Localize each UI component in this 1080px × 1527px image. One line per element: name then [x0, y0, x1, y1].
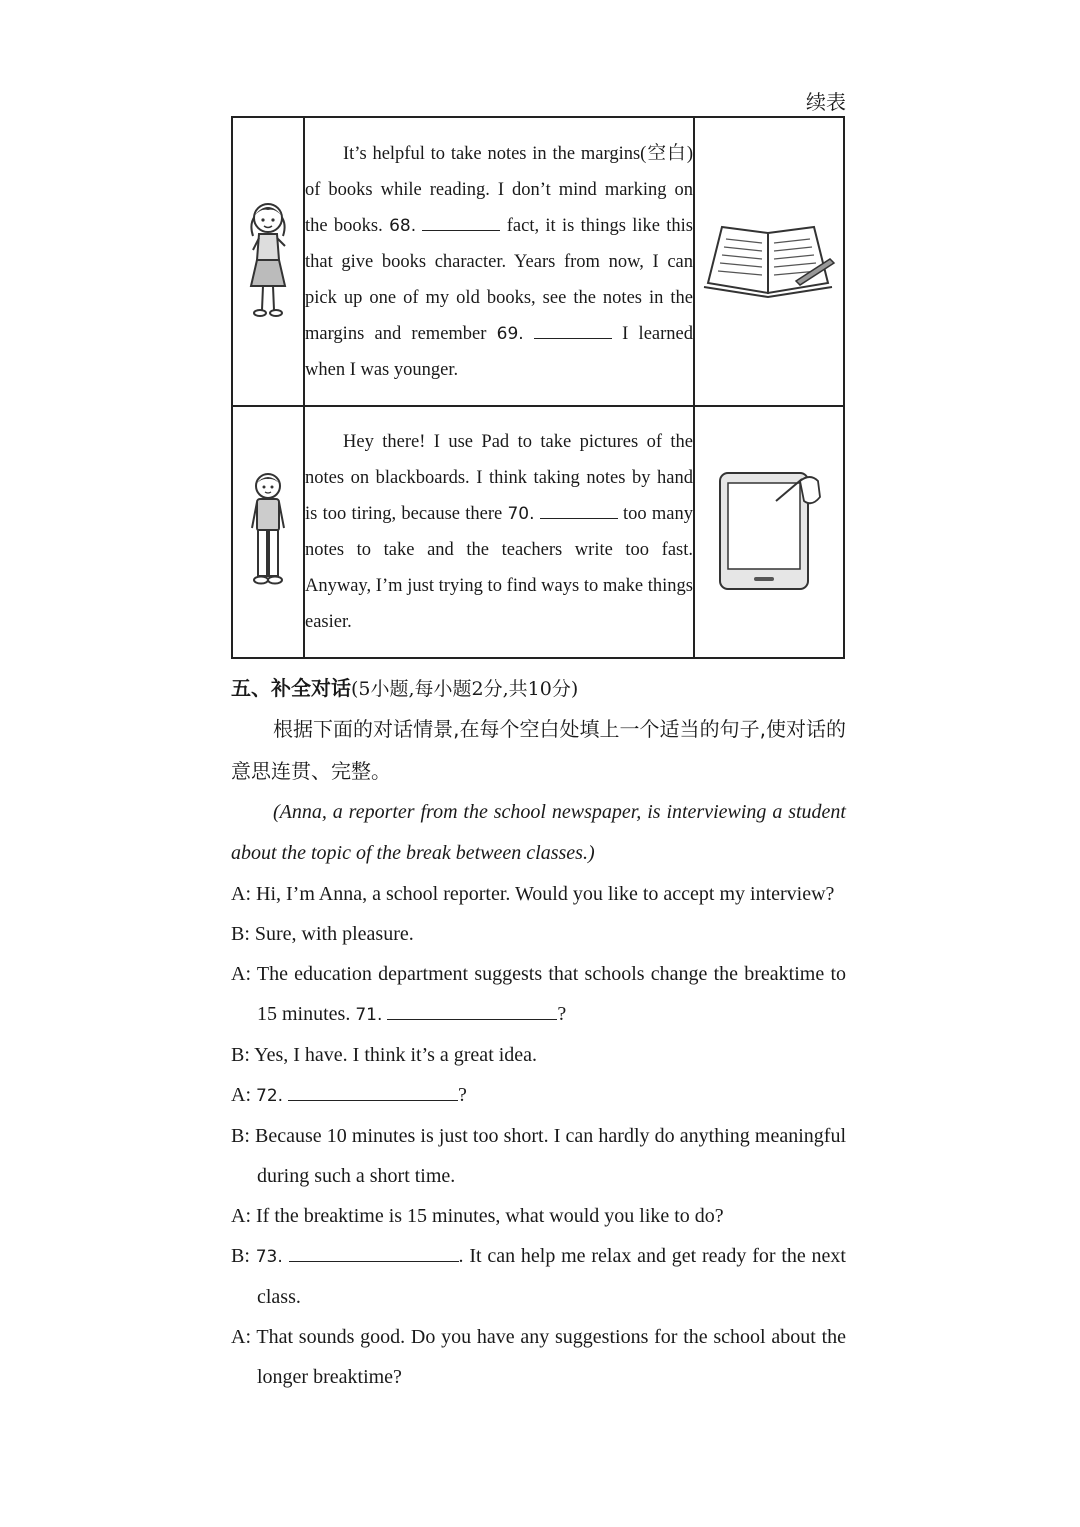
blank-70[interactable]: [540, 500, 618, 519]
paragraph-2-part-1: Hey there! I use Pad to take pictures of the notes on blackboards. I think taking notes by hand is too tiring, because there: [305, 432, 693, 524]
paragraph-2: [305, 424, 693, 640]
blank-72[interactable]: [288, 1082, 458, 1101]
table-row: [232, 117, 844, 406]
blank-68[interactable]: [422, 212, 500, 231]
note-text-cell-1: [304, 117, 694, 406]
blank-69[interactable]: [534, 320, 612, 339]
girl-illustration-cell: [232, 117, 304, 406]
book-illustration-cell: [694, 117, 844, 406]
dialogue-section: [231, 708, 846, 1397]
blank-72-number: 72.: [256, 1086, 284, 1106]
tablet-illustration-cell: [694, 406, 844, 658]
dialogue-line: A: If the breaktime is 15 minutes, what would you like to do?: [231, 1205, 724, 1227]
section-title: [231, 672, 851, 701]
blank-71[interactable]: [387, 1001, 557, 1020]
open-book-icon: [702, 219, 836, 299]
dialogue-line: [231, 1236, 846, 1317]
dialogue-text: ?: [458, 1084, 467, 1106]
blank-73[interactable]: [289, 1243, 459, 1262]
dialogue-line: [231, 1075, 846, 1116]
scene-description: (Anna, a reporter from the school newspaper, is interviewing a student about the topic of the break between classes.): [231, 801, 846, 864]
dialogue-line: B: Sure, with pleasure.: [231, 923, 414, 945]
dialogue-line: A: That sounds good. Do you have any suggestions for the school about the longer breaktime?: [231, 1326, 846, 1388]
dialogue-line: B: Yes, I have. I think it’s a great idea.: [231, 1044, 538, 1066]
dialogue-line: [231, 954, 846, 1035]
dialogue-text: A:: [231, 1084, 256, 1106]
blank-69-number: 69.: [496, 323, 524, 344]
blank-68-number: 68.: [389, 215, 417, 236]
paragraph-1-part-1: It’s helpful to take notes in the margins(空白) of books while reading. I don’t mind marking on the books.: [305, 143, 693, 236]
dialogue-text: B:: [231, 1245, 256, 1267]
boy-icon: [246, 470, 290, 590]
continued-label: 续表: [806, 90, 846, 114]
dialogue-line: A: Hi, I’m Anna, a school reporter. Would you like to accept my interview?: [231, 883, 835, 905]
paragraph-2-part-2: too many notes to take and the teachers write too fast. Anyway, I’m just trying to find ways to make things easier.: [305, 504, 693, 632]
blank-70-number: 70.: [507, 504, 535, 524]
notes-table: [231, 116, 845, 659]
instruction: 根据下面的对话情景,在每个空白处填上一个适当的句子,使对话的意思连贯、完整。: [231, 717, 846, 783]
paragraph-1-part-3: I learned when I was younger.: [305, 323, 693, 380]
paragraph-1-part-2: fact, it is things like this that give books character. Years from now, I can pick up one of my old books, see the notes in the margins and remember: [305, 215, 693, 344]
dialogue-text: ?: [557, 1003, 567, 1025]
section-score: (5小题,每小题2分,共10分): [351, 678, 579, 700]
paragraph-1: [305, 136, 693, 388]
section-title-text: 五、补全对话: [231, 676, 351, 700]
table-row: [232, 406, 844, 658]
tablet-pen-icon: [714, 467, 824, 593]
dialogue-text: A: The education department suggests that schools change the breaktime to 15 minutes.: [231, 963, 846, 1025]
girl-icon: [241, 194, 295, 324]
blank-73-number: 73.: [255, 1247, 283, 1267]
blank-71-number: 71.: [355, 1005, 383, 1025]
note-text-cell-2: [304, 406, 694, 658]
boy-illustration-cell: [232, 406, 304, 658]
dialogue-line: B: Because 10 minutes is just too short. I can hardly do anything meaningful during such a short time.: [231, 1125, 846, 1187]
dialogue-text: . It can help me relax and get ready for the next class.: [257, 1245, 846, 1308]
